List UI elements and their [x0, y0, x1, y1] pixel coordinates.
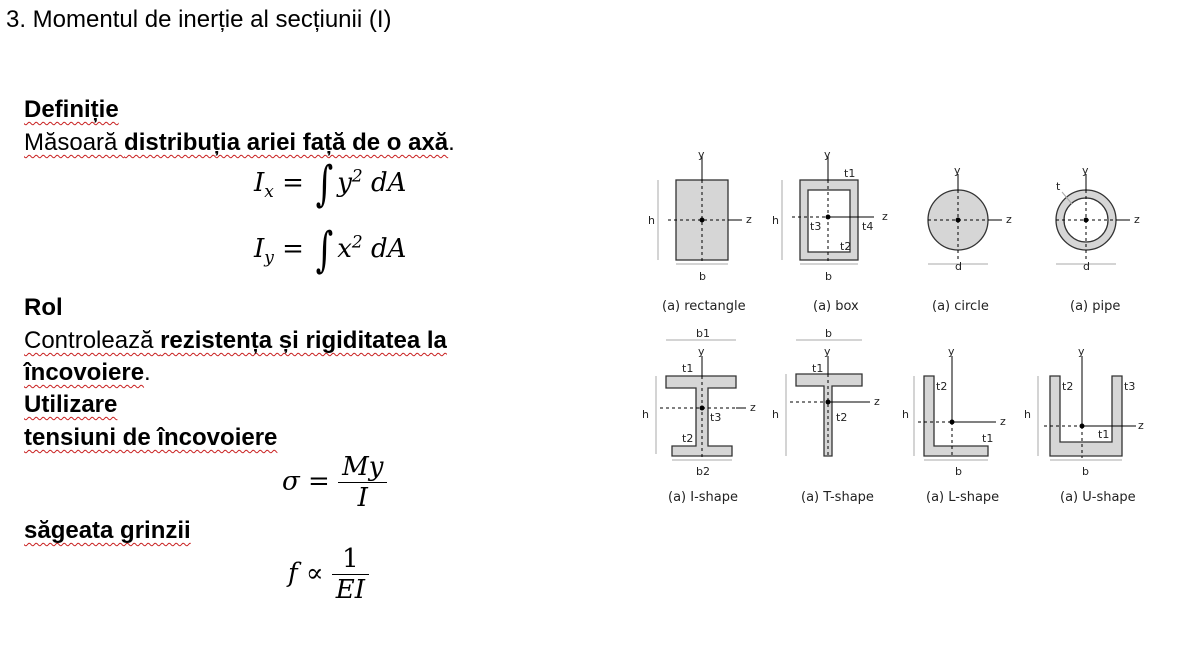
usage-heading: Utilizare	[24, 391, 118, 418]
f-den: EI	[332, 574, 369, 605]
label-z: z	[750, 401, 756, 414]
label-b2: b2	[696, 465, 710, 478]
label-t1: t1	[982, 432, 994, 445]
label-y: y	[954, 164, 961, 177]
label-z: z	[1000, 415, 1006, 428]
label-t4: t4	[862, 220, 874, 233]
box-section	[772, 148, 888, 314]
label-z: z	[1134, 213, 1140, 226]
label-t1: t1	[1098, 428, 1110, 441]
f-num: 1	[342, 544, 359, 574]
formula-iy-lhs: I	[254, 234, 265, 264]
definition-text-bold: distribuția ariei față de o axă	[124, 129, 449, 156]
caption-i-shape: (a) I-shape	[668, 490, 738, 505]
sigma-eq: =	[308, 466, 330, 497]
label-y: y	[824, 345, 831, 358]
role-text	[24, 325, 524, 389]
label-z: z	[1138, 419, 1144, 432]
formula-sigma	[282, 452, 387, 513]
label-h: h	[902, 408, 909, 421]
page-title: 3. Momentul de inerție al secțiunii (I)	[6, 6, 392, 33]
role-text-bold: rezistența și rigiditatea la încovoiere	[24, 327, 447, 386]
formula-ix-lhs: I	[254, 168, 265, 198]
label-h: h	[772, 214, 779, 227]
label-z: z	[874, 395, 880, 408]
label-d: d	[1083, 260, 1090, 273]
formula-ix-d: dA	[371, 168, 407, 198]
i-shape-section	[642, 327, 756, 505]
formula-iy: $I_y$ = ∫ $x^2$ dA	[254, 222, 407, 278]
circle-section	[928, 164, 1012, 314]
formula-ix-sub: x	[264, 182, 274, 203]
sigma-num: My	[342, 452, 384, 482]
caption-pipe: (a) pipe	[1070, 299, 1121, 314]
formula-iy-var: x	[337, 234, 352, 264]
label-y: y	[698, 148, 705, 161]
caption-t-shape: (a) T-shape	[801, 490, 874, 505]
caption-u-shape: (a) U-shape	[1060, 490, 1136, 505]
l-shape-section	[902, 345, 1006, 505]
label-t2: t2	[840, 240, 852, 253]
formula-iy-d: dA	[371, 234, 407, 264]
pipe-section	[1056, 164, 1140, 314]
formula-iy-pow: 2	[351, 232, 363, 253]
role-text-after: .	[144, 359, 151, 386]
label-y: y	[1078, 345, 1085, 358]
label-y: y	[698, 345, 705, 358]
label-t2: t2	[1062, 380, 1074, 393]
label-t: t	[1056, 180, 1061, 193]
label-z: z	[882, 210, 888, 223]
caption-rectangle: (a) rectangle	[662, 299, 746, 314]
integral-symbol: ∫	[315, 222, 334, 278]
label-t1: t1	[682, 362, 694, 375]
label-t2: t2	[836, 411, 848, 424]
sigma-den: I	[338, 482, 387, 513]
formula-ix: $I_x$ = ∫ $y^2$ dA	[254, 156, 407, 212]
t-shape-section	[772, 327, 880, 505]
f-prop: ∝	[305, 558, 324, 589]
u-shape-section	[1024, 345, 1144, 505]
label-h: h	[1024, 408, 1031, 421]
label-b1: b1	[696, 327, 710, 340]
usage-item-stress: tensiuni de încovoiere	[24, 424, 278, 451]
label-z: z	[746, 213, 752, 226]
definition-text	[24, 127, 455, 159]
integral-symbol: ∫	[315, 156, 334, 212]
label-h: h	[772, 408, 779, 421]
label-b: b	[1082, 465, 1089, 478]
label-y: y	[1082, 164, 1089, 177]
label-b: b	[699, 270, 706, 283]
label-h: h	[648, 214, 655, 227]
caption-box: (a) box	[813, 299, 859, 314]
label-b: b	[955, 465, 962, 478]
caption-l-shape: (a) L-shape	[926, 490, 1000, 505]
role-heading: Rol	[24, 294, 63, 321]
definition-text-before: Măsoară	[24, 129, 125, 156]
definition-text-after: .	[448, 129, 455, 156]
label-t3: t3	[710, 411, 722, 424]
label-d: d	[955, 260, 962, 273]
role-text-before: Controlează	[24, 327, 161, 354]
formula-ix-var: y	[337, 168, 352, 198]
label-y: y	[824, 148, 831, 161]
cross-sections-figure	[630, 140, 1160, 520]
label-t1: t1	[844, 167, 856, 180]
formula-iy-sub: y	[264, 248, 274, 269]
f-lhs: f	[288, 558, 298, 589]
label-b: b	[825, 270, 832, 283]
rectangle-section	[648, 148, 752, 314]
label-t2: t2	[682, 432, 694, 445]
label-t2: t2	[936, 380, 948, 393]
label-h: h	[642, 408, 649, 421]
definition-heading: Definiție	[24, 96, 119, 123]
label-t1: t1	[812, 362, 824, 375]
label-z: z	[1006, 213, 1012, 226]
caption-circle: (a) circle	[932, 299, 989, 314]
usage-item-deflection: săgeata grinzii	[24, 517, 191, 544]
label-y: y	[948, 345, 955, 358]
label-t3: t3	[1124, 380, 1136, 393]
formula-ix-pow: 2	[351, 166, 363, 187]
sigma-lhs: σ	[282, 466, 300, 497]
formula-f	[288, 544, 369, 605]
label-t3: t3	[810, 220, 822, 233]
label-b: b	[825, 327, 832, 340]
